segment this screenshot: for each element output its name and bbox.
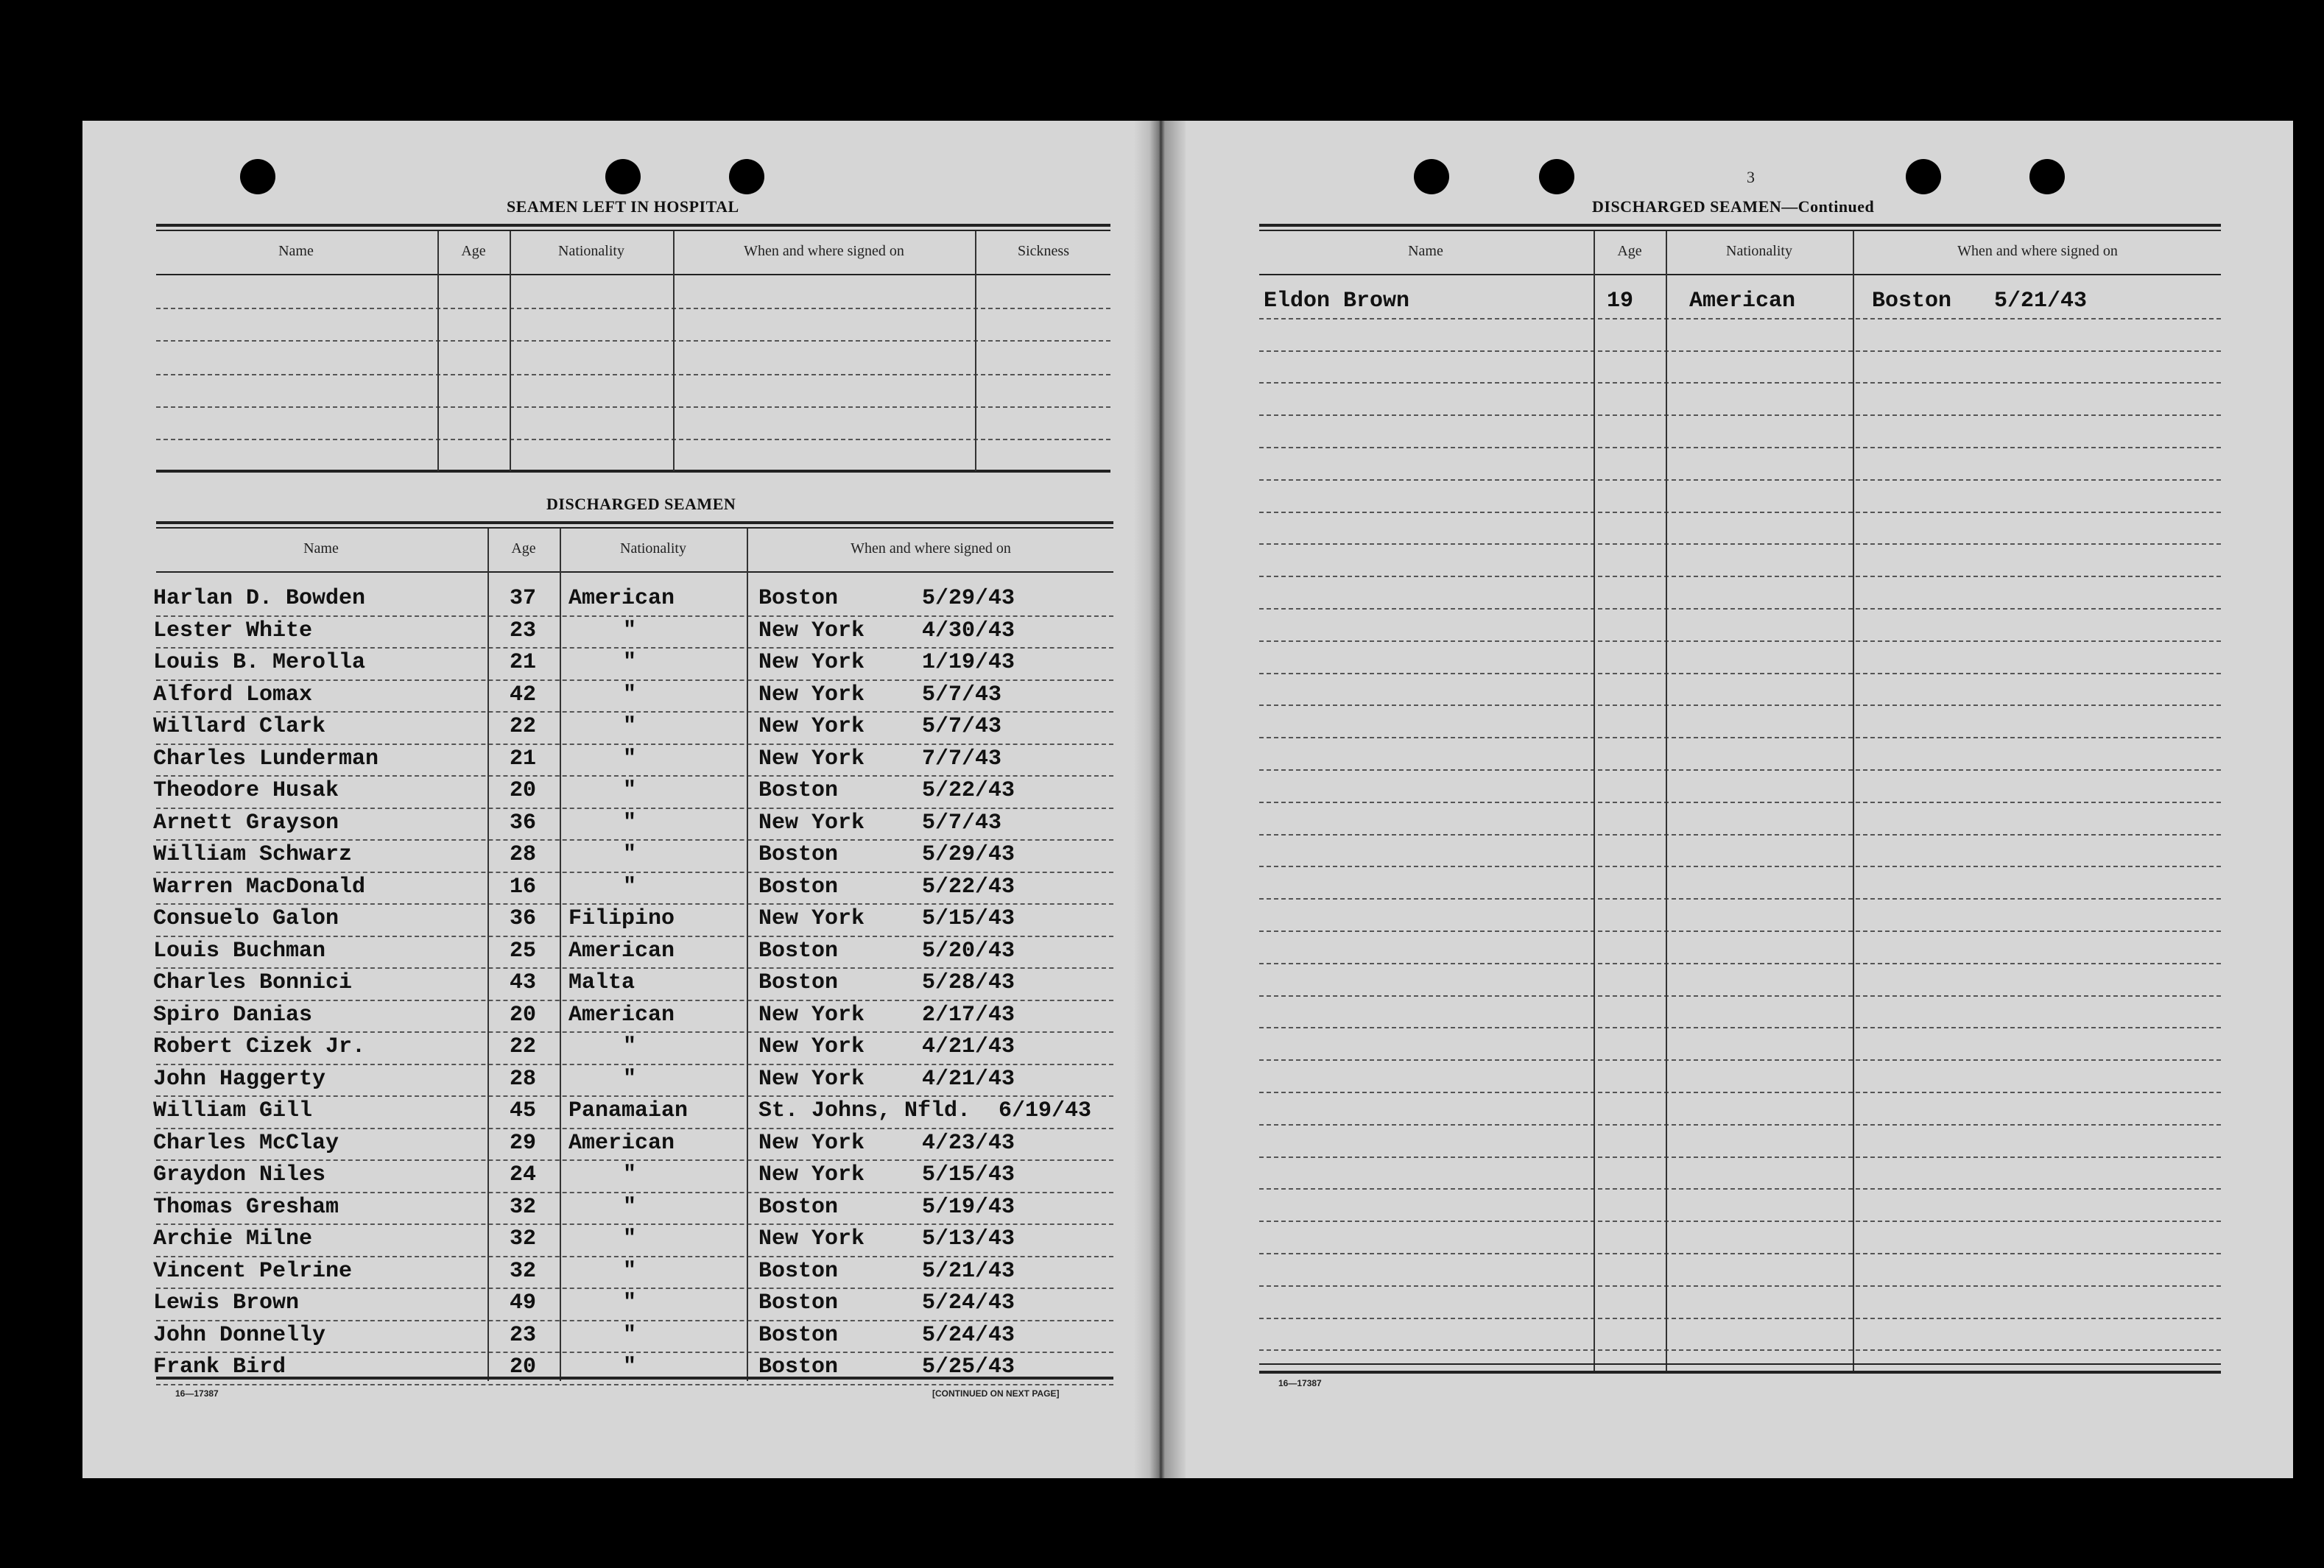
row-name: John Donnelly: [153, 1323, 326, 1348]
row-rule: [1259, 318, 2221, 319]
row-name: Charles Bonnici: [153, 970, 353, 995]
row-place: Boston: [758, 875, 839, 900]
rule: [156, 527, 1113, 529]
column-divider: [1594, 231, 1595, 1371]
row-nationality: ": [623, 778, 637, 803]
row-place: New York: [758, 1034, 865, 1059]
row-date: 1/19/43: [922, 650, 1015, 675]
row-nationality: ": [623, 1323, 637, 1348]
row-rule: [156, 775, 1113, 777]
discharged-section-title: DISCHARGED SEAMEN: [546, 495, 736, 513]
row-name: Willard Clark: [153, 714, 326, 739]
row-rule: [1259, 930, 2221, 932]
row-age: 36: [510, 906, 537, 931]
row-age: 20: [510, 1003, 537, 1028]
row-nationality: ": [623, 618, 637, 643]
row-age: 16: [510, 875, 537, 900]
rule: [156, 340, 1110, 342]
row-rule: [1259, 769, 2221, 771]
discharged-header-name: Name: [303, 540, 339, 557]
right-header-signed-on: When and where signed on: [1957, 243, 2118, 259]
row-age: 25: [510, 939, 537, 964]
row-place: Boston: [758, 1323, 839, 1348]
row-age: 36: [510, 811, 537, 836]
row-rule: [156, 1288, 1113, 1289]
row-age: 24: [510, 1162, 537, 1187]
discharged-header-nationality: Nationality: [620, 540, 686, 557]
row-rule: [156, 1128, 1113, 1129]
row-nationality: ": [623, 714, 637, 739]
row-age: 22: [510, 714, 537, 739]
row-name: Arnett Grayson: [153, 811, 339, 836]
rule: [156, 406, 1110, 408]
row-place: St. Johns, Nfld.: [758, 1098, 971, 1123]
rule: [156, 274, 1110, 275]
row-nationality: ": [623, 842, 637, 867]
row-name: Graydon Niles: [153, 1162, 326, 1187]
row-place: Boston: [758, 1259, 839, 1284]
row-name: Warren MacDonald: [153, 875, 366, 900]
row-rule: [1259, 1059, 2221, 1061]
row-place: New York: [758, 1003, 865, 1028]
row-date: 5/24/43: [922, 1290, 1015, 1316]
row-nationality: ": [623, 746, 637, 771]
column-divider: [747, 529, 748, 1381]
hospital-header-nationality: Nationality: [558, 243, 624, 259]
hospital-header-signed-on: When and where signed on: [744, 243, 904, 259]
row-age: 21: [510, 746, 537, 771]
row-date: 5/15/43: [922, 906, 1015, 931]
row-place: Boston: [758, 778, 839, 803]
rule: [156, 439, 1110, 440]
right-header-age: Age: [1617, 243, 1642, 259]
row-age: 32: [510, 1226, 537, 1251]
row-rule: [1259, 834, 2221, 836]
row-date: 4/23/43: [922, 1131, 1015, 1156]
row-rule: [156, 872, 1113, 873]
row-name: Louis Buchman: [153, 939, 326, 964]
row-age: 21: [510, 650, 537, 675]
rule: [156, 224, 1110, 227]
row-name: Alford Lomax: [153, 682, 313, 707]
row-rule: [1259, 447, 2221, 448]
row-nationality: American: [568, 939, 675, 964]
row-date: 5/22/43: [922, 875, 1015, 900]
row-date: 5/24/43: [922, 1323, 1015, 1348]
row-rule: [156, 615, 1113, 617]
row-date: 7/7/43: [922, 746, 1002, 771]
row-age: 32: [510, 1259, 537, 1284]
row-rule: [1259, 479, 2221, 481]
row-rule: [1259, 1124, 2221, 1126]
column-divider: [487, 529, 489, 1381]
row-rule: [156, 711, 1113, 713]
row-nationality: ": [623, 682, 637, 707]
row-rule: [1259, 1285, 2221, 1287]
row-name: Frank Bird: [153, 1355, 286, 1380]
row-age: 43: [510, 970, 537, 995]
rule: [156, 470, 1110, 473]
row-nationality: ": [623, 1355, 637, 1380]
row-place: New York: [758, 811, 865, 836]
right-page: [1149, 121, 2293, 1478]
row-nationality: ": [623, 811, 637, 836]
row-rule: [1259, 737, 2221, 738]
row-rule: [156, 1352, 1113, 1353]
row-rule: [1259, 1349, 2221, 1351]
row-rule: [1259, 1156, 2221, 1158]
row-rule: [156, 1192, 1113, 1193]
row-place: New York: [758, 1162, 865, 1187]
column-divider: [560, 529, 561, 1381]
row-rule: [156, 967, 1113, 969]
row-rule: [1259, 543, 2221, 545]
row-rule: [1259, 414, 2221, 416]
row-place: New York: [758, 906, 865, 931]
row-date: 5/7/43: [922, 714, 1002, 739]
rule: [1259, 1363, 2221, 1365]
column-divider: [673, 231, 675, 471]
row-rule: [156, 1000, 1113, 1001]
row-rule: [1259, 673, 2221, 674]
discharged-header-age: Age: [511, 540, 536, 557]
row-nationality: ": [623, 1290, 637, 1316]
hospital-header-age: Age: [461, 243, 486, 259]
column-divider: [437, 231, 439, 471]
row-date: 5/28/43: [922, 970, 1015, 995]
row-place: Boston: [758, 1355, 839, 1380]
row-rule: [156, 1320, 1113, 1321]
row-name: William Gill: [153, 1098, 313, 1123]
row-nationality: ": [623, 1259, 637, 1284]
row-rule: [1259, 866, 2221, 867]
row-place: New York: [758, 746, 865, 771]
row-nationality: Filipino: [568, 906, 675, 931]
row-age: 37: [510, 586, 537, 611]
row-age: 22: [510, 1034, 537, 1059]
row-place: New York: [758, 650, 865, 675]
rule: [1259, 274, 2221, 275]
rule: [156, 374, 1110, 375]
rule: [156, 1377, 1113, 1380]
hospital-header-name: Name: [278, 243, 314, 259]
row-rule: [156, 1159, 1113, 1161]
row-name: Vincent Pelrine: [153, 1259, 353, 1284]
row-date: 5/13/43: [922, 1226, 1015, 1251]
row-date: 5/29/43: [922, 586, 1015, 611]
row-rule: [1259, 1188, 2221, 1190]
hospital-header-sickness: Sickness: [1018, 243, 1069, 259]
form-number: 16—17387: [1278, 1378, 1322, 1388]
row-rule: [1259, 350, 2221, 352]
row-rule: [156, 1031, 1113, 1033]
row-name: Archie Milne: [153, 1226, 313, 1251]
rule: [1259, 224, 2221, 227]
column-divider: [1666, 231, 1667, 1371]
continued-note: [CONTINUED ON NEXT PAGE]: [932, 1388, 1060, 1399]
discharged-header-signed-on: When and where signed on: [851, 540, 1011, 557]
row-age: 23: [510, 618, 537, 643]
row-name: John Haggerty: [153, 1067, 326, 1092]
row-nationality: ": [623, 1162, 637, 1187]
row-rule: [156, 1256, 1113, 1257]
punch-hole: [1539, 159, 1574, 194]
row-date: 4/21/43: [922, 1067, 1015, 1092]
row-date: 6/19/43: [999, 1098, 1092, 1123]
row-place: Boston: [758, 939, 839, 964]
rule: [156, 571, 1113, 573]
row-date: 4/30/43: [922, 618, 1015, 643]
row-rule: [1259, 898, 2221, 900]
row-date: 5/21/43: [922, 1259, 1015, 1284]
row-name: Robert Cizek Jr.: [153, 1034, 366, 1059]
row-rule: [156, 936, 1113, 937]
row-date: 5/29/43: [922, 842, 1015, 867]
row-nationality: ": [623, 1195, 637, 1220]
row-name: Thomas Gresham: [153, 1195, 339, 1220]
row-date: 5/7/43: [922, 811, 1002, 836]
row-age: 20: [510, 778, 537, 803]
row-age: 32: [510, 1195, 537, 1220]
row-nationality: Malta: [568, 970, 635, 995]
row-rule: [1259, 1092, 2221, 1093]
row-place: Boston: [758, 1290, 839, 1316]
row-nationality: American: [568, 586, 675, 611]
punch-hole: [1414, 159, 1449, 194]
row-rule: [1259, 704, 2221, 706]
right-header-name: Name: [1408, 243, 1443, 259]
row-rule: [1259, 608, 2221, 610]
row-place: New York: [758, 682, 865, 707]
row-name: Theodore Husak: [153, 778, 339, 803]
row-rule: [156, 1384, 1113, 1385]
row-age: 45: [510, 1098, 537, 1123]
row-date: 5/20/43: [922, 939, 1015, 964]
hospital-section-title: SEAMEN LEFT IN HOSPITAL: [507, 197, 739, 216]
rule: [156, 521, 1113, 524]
row-rule: [1259, 1221, 2221, 1222]
row-place: New York: [758, 1131, 865, 1156]
row-place: Boston: [1872, 289, 1952, 314]
form-number: 16—17387: [175, 1388, 219, 1399]
row-rule: [1259, 995, 2221, 997]
row-name: Harlan D. Bowden: [153, 586, 366, 611]
row-rule: [1259, 1253, 2221, 1254]
row-place: New York: [758, 1226, 865, 1251]
row-age: 19: [1607, 289, 1634, 314]
row-rule: [156, 647, 1113, 649]
row-rule: [156, 903, 1113, 905]
row-name: Louis B. Merolla: [153, 650, 366, 675]
rule: [1259, 230, 2221, 231]
row-nationality: American: [1689, 289, 1796, 314]
row-rule: [156, 744, 1113, 745]
binding-gutter: [1134, 121, 1186, 1478]
row-age: 28: [510, 1067, 537, 1092]
row-age: 28: [510, 842, 537, 867]
row-nationality: ": [623, 875, 637, 900]
row-rule: [156, 1064, 1113, 1065]
row-date: 5/21/43: [1994, 289, 2088, 314]
row-age: 29: [510, 1131, 537, 1156]
row-nationality: Panamaian: [568, 1098, 689, 1123]
row-name: Spiro Danias: [153, 1003, 313, 1028]
row-nationality: ": [623, 1034, 637, 1059]
punch-hole: [729, 159, 764, 194]
row-age: 42: [510, 682, 537, 707]
row-rule: [1259, 576, 2221, 577]
row-age: 20: [510, 1355, 537, 1380]
column-divider: [975, 231, 976, 471]
row-place: Boston: [758, 842, 839, 867]
row-rule: [1259, 512, 2221, 513]
punch-hole: [2029, 159, 2065, 194]
row-nationality: American: [568, 1003, 675, 1028]
row-rule: [1259, 382, 2221, 384]
punch-hole: [1906, 159, 1941, 194]
row-date: 2/17/43: [922, 1003, 1015, 1028]
row-place: New York: [758, 714, 865, 739]
right-section-title: DISCHARGED SEAMEN—Continued: [1592, 197, 1875, 216]
right-header-nationality: Nationality: [1726, 243, 1792, 259]
row-rule: [156, 839, 1113, 841]
row-rule: [1259, 802, 2221, 803]
row-date: 5/19/43: [922, 1195, 1015, 1220]
row-place: Boston: [758, 970, 839, 995]
row-name: Charles Lunderman: [153, 746, 379, 771]
row-rule: [1259, 1027, 2221, 1028]
row-age: 49: [510, 1290, 537, 1316]
row-place: New York: [758, 618, 865, 643]
page-number: 3: [1747, 168, 1755, 186]
row-rule: [156, 808, 1113, 809]
row-name: Lewis Brown: [153, 1290, 300, 1316]
column-divider: [510, 231, 511, 471]
row-rule: [156, 679, 1113, 681]
row-place: Boston: [758, 1195, 839, 1220]
row-date: 5/25/43: [922, 1355, 1015, 1380]
row-date: 4/21/43: [922, 1034, 1015, 1059]
punch-hole: [605, 159, 641, 194]
row-rule: [1259, 963, 2221, 964]
row-rule: [1259, 640, 2221, 642]
row-rule: [1259, 1318, 2221, 1319]
row-nationality: American: [568, 1131, 675, 1156]
row-name: Eldon Brown: [1264, 289, 1410, 314]
rule: [1259, 1371, 2221, 1374]
row-date: 5/15/43: [922, 1162, 1015, 1187]
row-place: Boston: [758, 586, 839, 611]
rule: [156, 308, 1110, 309]
row-nationality: ": [623, 1067, 637, 1092]
punch-hole: [240, 159, 275, 194]
row-name: Charles McClay: [153, 1131, 339, 1156]
row-date: 5/7/43: [922, 682, 1002, 707]
row-nationality: ": [623, 1226, 637, 1251]
row-place: New York: [758, 1067, 865, 1092]
row-rule: [156, 1095, 1113, 1097]
row-rule: [156, 1223, 1113, 1225]
row-date: 5/22/43: [922, 778, 1015, 803]
row-name: Consuelo Galon: [153, 906, 339, 931]
column-divider: [1853, 231, 1854, 1371]
row-name: William Schwarz: [153, 842, 353, 867]
row-nationality: ": [623, 650, 637, 675]
rule: [156, 230, 1110, 231]
row-name: Lester White: [153, 618, 313, 643]
row-age: 23: [510, 1323, 537, 1348]
